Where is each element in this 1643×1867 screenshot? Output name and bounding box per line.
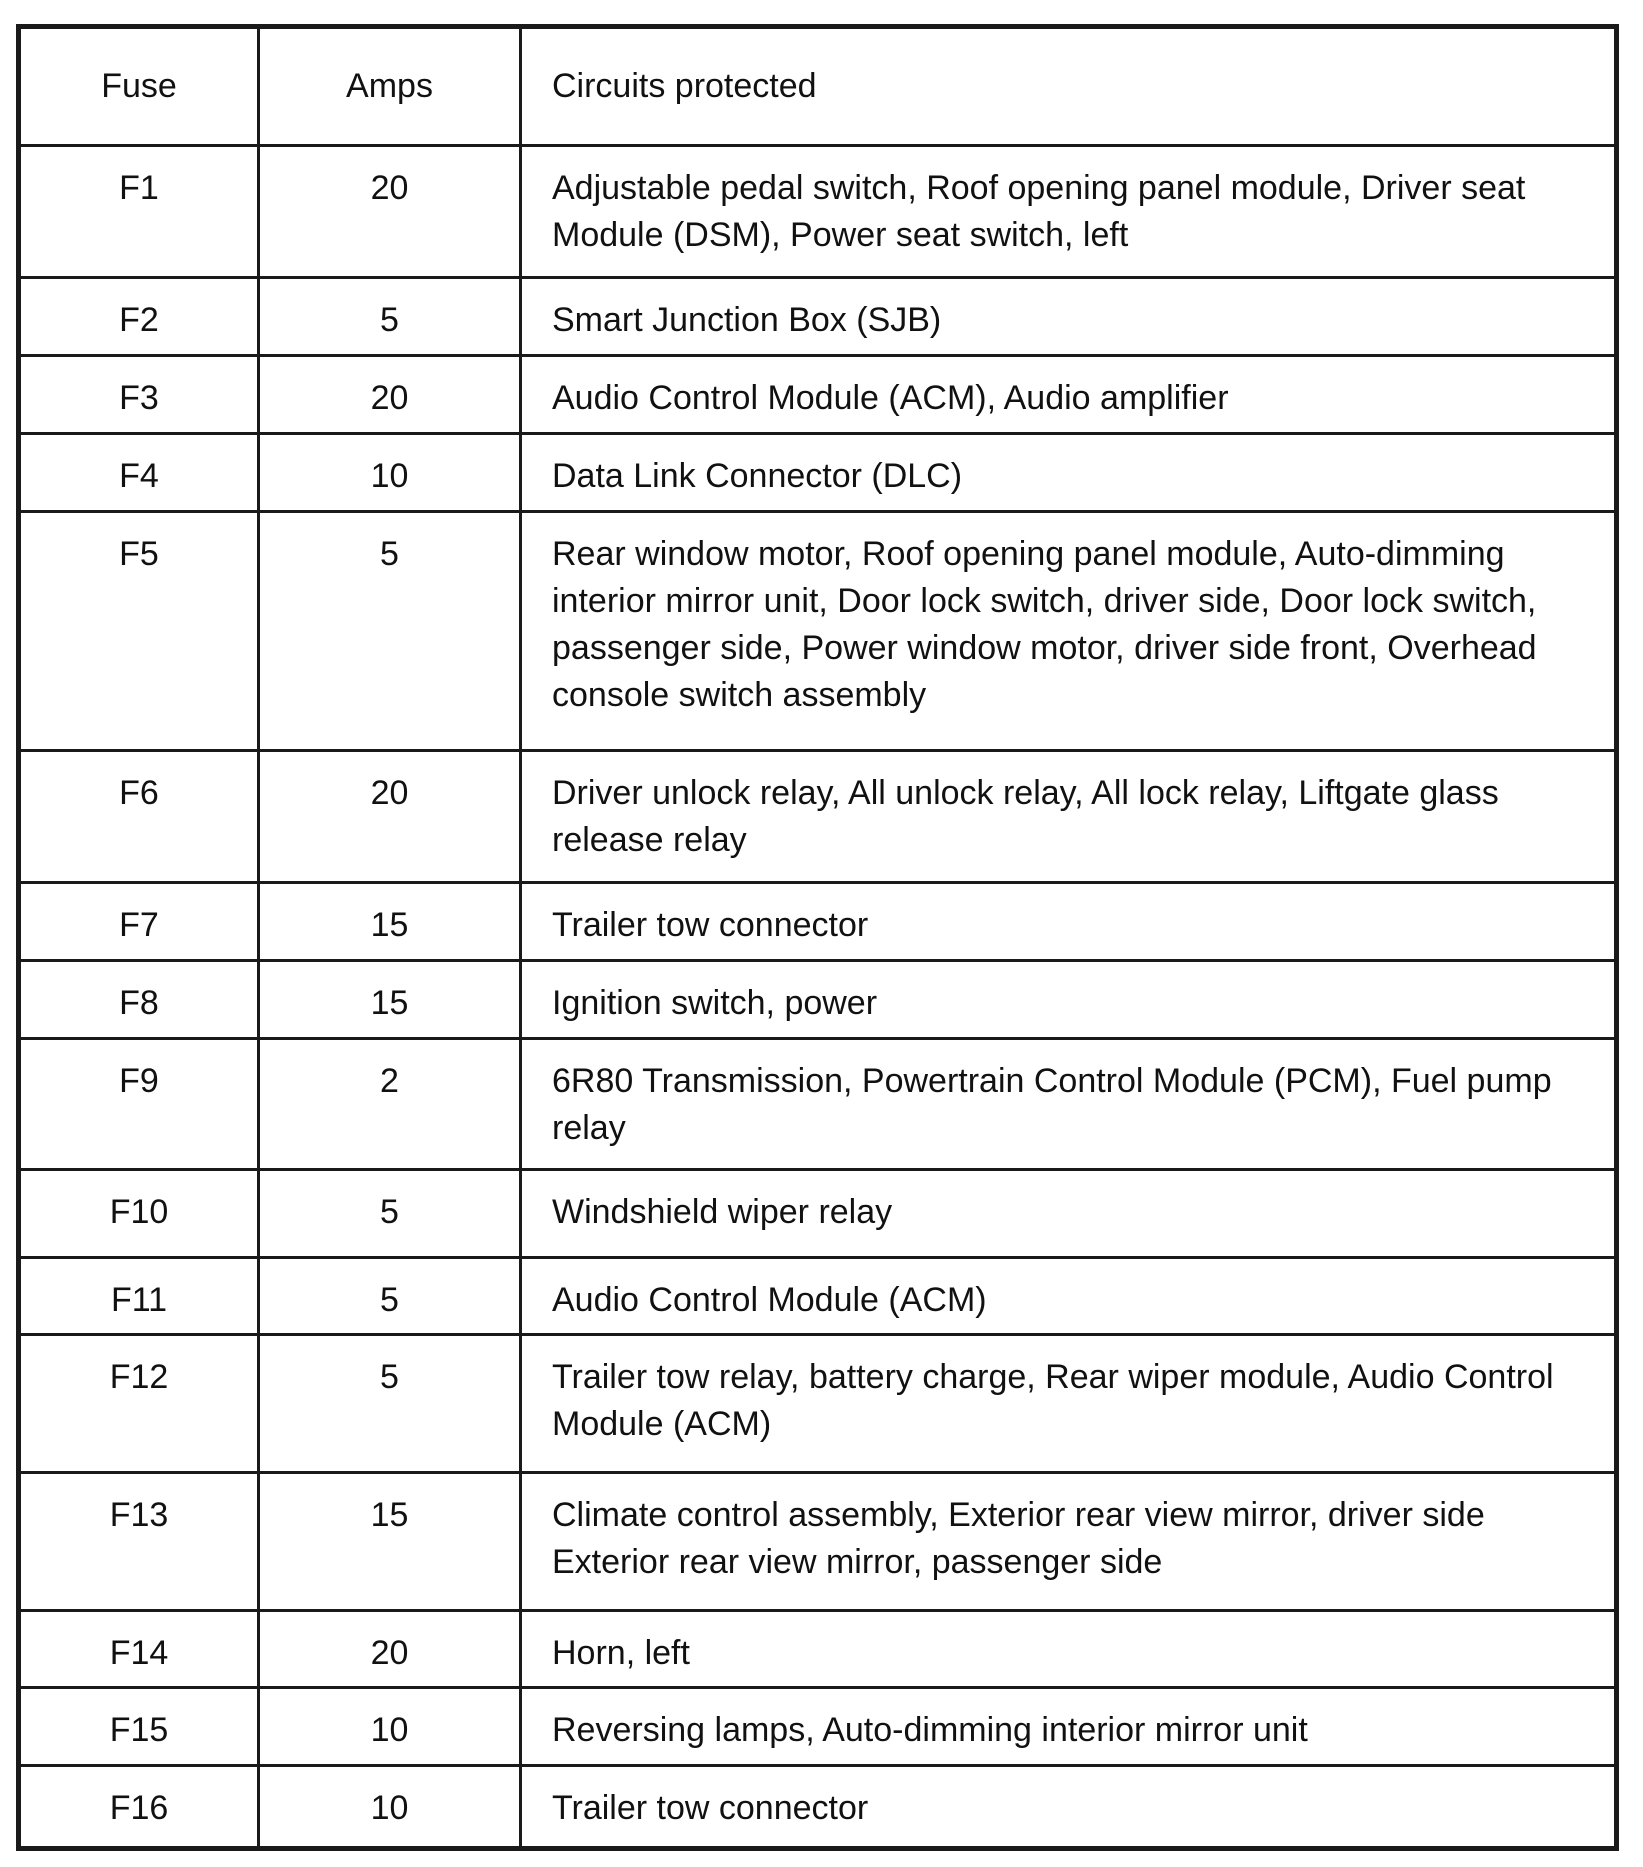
fuse-cell: F15 bbox=[19, 1688, 259, 1766]
fuse-cell: F1 bbox=[19, 146, 259, 278]
amps-cell: 20 bbox=[259, 146, 521, 278]
table-row bbox=[19, 960, 1617, 1038]
amps-cell: 5 bbox=[259, 1170, 521, 1257]
amps-cell: 15 bbox=[259, 1473, 521, 1611]
circuits-cell: Horn, left bbox=[521, 1610, 1617, 1688]
fuse-cell: F7 bbox=[19, 882, 259, 960]
amps-cell: 15 bbox=[259, 882, 521, 960]
circuits-cell: Rear window motor, Roof opening panel module, Auto-dimming interior mirror unit, Door lock switch, driver side, Door lock switch, passenger side, Power window motor, driver side front, Overhead console switch assembly bbox=[521, 511, 1617, 751]
circuits-cell: Data Link Connector (DLC) bbox=[521, 433, 1617, 511]
amps-cell: 5 bbox=[259, 1257, 521, 1335]
fuse-cell: F8 bbox=[19, 960, 259, 1038]
fuse-cell: F11 bbox=[19, 1257, 259, 1335]
table-row bbox=[19, 1688, 1617, 1766]
amps-cell: 5 bbox=[259, 511, 521, 751]
fuse-cell: F12 bbox=[19, 1335, 259, 1473]
table-row bbox=[19, 1335, 1617, 1473]
header-fuse: Fuse bbox=[19, 27, 259, 146]
circuits-cell: Trailer tow connector bbox=[521, 1766, 1617, 1849]
fuse-cell: F2 bbox=[19, 277, 259, 355]
amps-cell: 10 bbox=[259, 1688, 521, 1766]
table-row bbox=[19, 1473, 1617, 1611]
fuse-cell: F3 bbox=[19, 355, 259, 433]
amps-cell: 10 bbox=[259, 1766, 521, 1849]
circuits-cell: 6R80 Transmission, Powertrain Control Module (PCM), Fuel pump relay bbox=[521, 1038, 1617, 1170]
table-row bbox=[19, 511, 1617, 751]
table-row bbox=[19, 882, 1617, 960]
fuse-cell: F16 bbox=[19, 1766, 259, 1849]
circuits-cell: Trailer tow relay, battery charge, Rear wiper module, Audio Control Module (ACM) bbox=[521, 1335, 1617, 1473]
amps-cell: 20 bbox=[259, 751, 521, 883]
amps-cell: 15 bbox=[259, 960, 521, 1038]
fuse-cell: F9 bbox=[19, 1038, 259, 1170]
circuits-cell: Trailer tow connector bbox=[521, 882, 1617, 960]
circuits-cell: Driver unlock relay, All unlock relay, All lock relay, Liftgate glass release relay bbox=[521, 751, 1617, 883]
fuse-cell: F10 bbox=[19, 1170, 259, 1257]
amps-cell: 20 bbox=[259, 355, 521, 433]
circuits-cell: Smart Junction Box (SJB) bbox=[521, 277, 1617, 355]
header-circuits-protected: Circuits protected bbox=[521, 27, 1617, 146]
fuse-table bbox=[16, 24, 1619, 1851]
amps-cell: 10 bbox=[259, 433, 521, 511]
circuits-cell: Climate control assembly, Exterior rear view mirror, driver side Exterior rear view mirror, passenger side bbox=[521, 1473, 1617, 1611]
amps-cell: 5 bbox=[259, 1335, 521, 1473]
fuse-cell: F6 bbox=[19, 751, 259, 883]
table-row bbox=[19, 1170, 1617, 1257]
table-row bbox=[19, 355, 1617, 433]
table-row bbox=[19, 1610, 1617, 1688]
fuse-cell: F5 bbox=[19, 511, 259, 751]
circuits-cell: Ignition switch, power bbox=[521, 960, 1617, 1038]
amps-cell: 2 bbox=[259, 1038, 521, 1170]
fuse-cell: F13 bbox=[19, 1473, 259, 1611]
fuse-cell: F4 bbox=[19, 433, 259, 511]
table-row bbox=[19, 1766, 1617, 1849]
header-amps: Amps bbox=[259, 27, 521, 146]
table-row bbox=[19, 1038, 1617, 1170]
circuits-cell: Adjustable pedal switch, Roof opening panel module, Driver seat Module (DSM), Power seat switch, left bbox=[521, 146, 1617, 278]
table-row bbox=[19, 146, 1617, 278]
table-row bbox=[19, 277, 1617, 355]
circuits-cell: Audio Control Module (ACM) bbox=[521, 1257, 1617, 1335]
fuse-cell: F14 bbox=[19, 1610, 259, 1688]
header-row bbox=[19, 27, 1617, 146]
table-row bbox=[19, 433, 1617, 511]
amps-cell: 5 bbox=[259, 277, 521, 355]
table-row bbox=[19, 751, 1617, 883]
circuits-cell: Audio Control Module (ACM), Audio amplifier bbox=[521, 355, 1617, 433]
table-row bbox=[19, 1257, 1617, 1335]
circuits-cell: Reversing lamps, Auto-dimming interior mirror unit bbox=[521, 1688, 1617, 1766]
amps-cell: 20 bbox=[259, 1610, 521, 1688]
circuits-cell: Windshield wiper relay bbox=[521, 1170, 1617, 1257]
